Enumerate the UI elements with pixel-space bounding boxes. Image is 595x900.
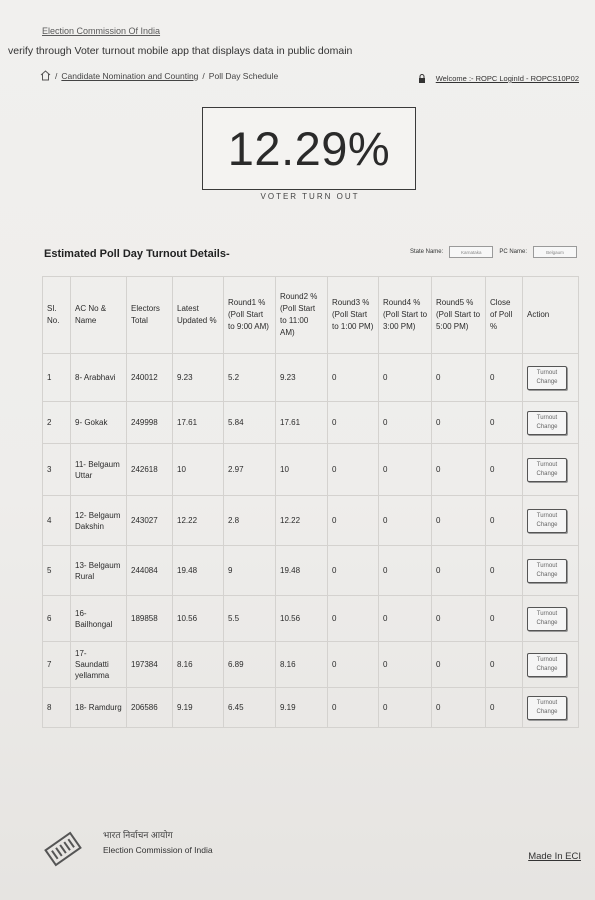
cell-round4: 0 bbox=[379, 496, 432, 546]
table-row bbox=[43, 402, 579, 444]
cell-round4: 0 bbox=[379, 354, 432, 402]
cell-ac-name: 8- Arabhavi bbox=[71, 354, 127, 402]
breadcrumb-separator: / bbox=[55, 70, 58, 81]
cell-round2: 12.22 bbox=[276, 496, 328, 546]
cell-latest: 10 bbox=[173, 444, 224, 496]
cell-electors: 197384 bbox=[127, 642, 173, 688]
cell-round5: 0 bbox=[432, 642, 486, 688]
table-body bbox=[43, 354, 579, 728]
cell-action bbox=[523, 354, 579, 402]
cell-ac-name: 12- Belgaum Dakshin bbox=[71, 496, 127, 546]
cell-ac-name: 11- Belgaum Uttar bbox=[71, 444, 127, 496]
header-round1: Round1 % (Poll Start to 9:00 AM) bbox=[224, 277, 276, 354]
cell-round1: 6.89 bbox=[224, 642, 276, 688]
lock-icon[interactable] bbox=[418, 74, 426, 83]
turnout-table-wrap bbox=[42, 276, 578, 728]
cell-round3: 0 bbox=[328, 688, 379, 728]
cell-sl-no: 3 bbox=[43, 444, 71, 496]
cell-close: 0 bbox=[486, 354, 523, 402]
footer-eci-text: Election Commission of India bbox=[103, 845, 213, 855]
cell-latest: 10.56 bbox=[173, 596, 224, 642]
footer-made-in[interactable]: Made In ECI bbox=[528, 851, 581, 862]
table-row bbox=[43, 546, 579, 596]
turnout-change-button[interactable]: Turnout Change bbox=[527, 607, 567, 631]
cell-latest: 9.19 bbox=[173, 688, 224, 728]
footer-hindi-text: भारत निर्वाचन आयोग bbox=[103, 830, 173, 840]
pc-label: PC Name: bbox=[499, 249, 527, 255]
cell-action bbox=[523, 496, 579, 546]
turnout-change-button[interactable]: Turnout Change bbox=[527, 509, 567, 533]
turnout-change-button[interactable]: Turnout Change bbox=[527, 653, 567, 677]
cell-round2: 10 bbox=[276, 444, 328, 496]
cell-sl-no: 2 bbox=[43, 402, 71, 444]
cell-round4: 0 bbox=[379, 688, 432, 728]
cell-round5: 0 bbox=[432, 546, 486, 596]
welcome-login-text[interactable]: Welcome :- ROPC LoginId - ROPCS10P02 bbox=[435, 74, 579, 83]
cell-close: 0 bbox=[486, 444, 523, 496]
cell-round2: 9.23 bbox=[276, 354, 328, 402]
turnout-change-button[interactable]: Turnout Change bbox=[527, 559, 567, 583]
section-title: Estimated Poll Day Turnout Details- bbox=[44, 248, 230, 260]
table-row bbox=[43, 688, 579, 728]
header-electors: Electors Total bbox=[127, 277, 173, 354]
table-row bbox=[43, 642, 579, 688]
cell-ac-name: 18- Ramdurg bbox=[71, 688, 127, 728]
cell-action bbox=[523, 444, 579, 496]
cell-action bbox=[523, 402, 579, 444]
cell-round3: 0 bbox=[328, 596, 379, 642]
cell-round5: 0 bbox=[432, 496, 486, 546]
cell-latest: 9.23 bbox=[173, 354, 224, 402]
cell-round3: 0 bbox=[328, 496, 379, 546]
cell-sl-no: 4 bbox=[43, 496, 71, 546]
cell-round5: 0 bbox=[432, 688, 486, 728]
cell-round4: 0 bbox=[379, 642, 432, 688]
cell-ac-name: 17- Saundatti yellamma bbox=[71, 642, 127, 688]
welcome-area bbox=[418, 74, 579, 83]
cell-sl-no: 5 bbox=[43, 546, 71, 596]
cell-round5: 0 bbox=[432, 402, 486, 444]
cell-round1: 2.8 bbox=[224, 496, 276, 546]
home-icon[interactable] bbox=[40, 70, 51, 81]
cell-round5: 0 bbox=[432, 444, 486, 496]
cell-sl-no: 8 bbox=[43, 688, 71, 728]
header-sl-no: SI. No. bbox=[43, 277, 71, 354]
table-row bbox=[43, 354, 579, 402]
cell-close: 0 bbox=[486, 688, 523, 728]
cell-electors: 206586 bbox=[127, 688, 173, 728]
turnout-table bbox=[42, 276, 579, 728]
cell-action bbox=[523, 546, 579, 596]
eci-emblem-icon bbox=[40, 826, 86, 872]
cell-action bbox=[523, 642, 579, 688]
table-row bbox=[43, 496, 579, 546]
header-round5: Round5 % (Poll Start to 5:00 PM) bbox=[432, 277, 486, 354]
cell-close: 0 bbox=[486, 642, 523, 688]
cell-electors: 242618 bbox=[127, 444, 173, 496]
cell-electors: 243027 bbox=[127, 496, 173, 546]
cell-close: 0 bbox=[486, 596, 523, 642]
voter-turnout-label: VOTER TURN OUT bbox=[260, 192, 360, 201]
cell-electors: 244084 bbox=[127, 546, 173, 596]
state-label: State Name: bbox=[409, 249, 444, 255]
cell-action bbox=[523, 596, 579, 642]
header-close: Close of Poll % bbox=[486, 277, 523, 354]
cell-round3: 0 bbox=[328, 354, 379, 402]
table-row bbox=[43, 596, 579, 642]
cell-close: 0 bbox=[486, 546, 523, 596]
voter-turnout-box bbox=[202, 107, 416, 190]
cell-sl-no: 6 bbox=[43, 596, 71, 642]
cell-latest: 19.48 bbox=[173, 546, 224, 596]
cell-round5: 0 bbox=[432, 354, 486, 402]
eci-top-link[interactable]: Election Commission Of India bbox=[42, 26, 161, 36]
cell-round1: 2.97 bbox=[224, 444, 276, 496]
turnout-change-button[interactable]: Turnout Change bbox=[527, 411, 567, 435]
cell-action bbox=[523, 688, 579, 728]
pc-select[interactable]: Belgaum bbox=[533, 246, 577, 258]
cell-round4: 0 bbox=[379, 402, 432, 444]
cell-electors: 189858 bbox=[127, 596, 173, 642]
cell-sl-no: 7 bbox=[43, 642, 71, 688]
cell-round1: 5.84 bbox=[224, 402, 276, 444]
header-round4: Round4 % (Poll Start to 3:00 PM) bbox=[379, 277, 432, 354]
cell-latest: 17.61 bbox=[173, 402, 224, 444]
filters bbox=[410, 246, 577, 258]
notice-text: verify through Voter turnout mobile app that displays data in public domain bbox=[8, 45, 353, 57]
cell-round2: 17.61 bbox=[276, 402, 328, 444]
cell-round1: 9 bbox=[224, 546, 276, 596]
breadcrumb-current: Poll Day Schedule bbox=[208, 70, 279, 81]
header-latest: Latest Updated % bbox=[173, 277, 224, 354]
header-action: Action bbox=[523, 277, 579, 354]
breadcrumb-separator: / bbox=[202, 70, 205, 81]
cell-round1: 6.45 bbox=[224, 688, 276, 728]
header-round3: Round3 % (Poll Start to 1:00 PM) bbox=[328, 277, 379, 354]
cell-electors: 249998 bbox=[127, 402, 173, 444]
cell-round3: 0 bbox=[328, 402, 379, 444]
cell-round4: 0 bbox=[379, 596, 432, 642]
cell-round2: 9.19 bbox=[276, 688, 328, 728]
state-select[interactable]: Karnataka bbox=[449, 246, 493, 258]
cell-ac-name: 13- Belgaum Rural bbox=[71, 546, 127, 596]
cell-latest: 8.16 bbox=[173, 642, 224, 688]
voter-turnout-value: 12.29% bbox=[227, 122, 391, 175]
turnout-change-button[interactable]: Turnout Change bbox=[527, 458, 567, 482]
header-round2: Round2 % (Poll Start to 11:00 AM) bbox=[276, 277, 328, 354]
cell-round2: 10.56 bbox=[276, 596, 328, 642]
cell-round3: 0 bbox=[328, 642, 379, 688]
cell-electors: 240012 bbox=[127, 354, 173, 402]
turnout-change-button[interactable]: Turnout Change bbox=[527, 366, 567, 390]
cell-round3: 0 bbox=[328, 546, 379, 596]
cell-round5: 0 bbox=[432, 596, 486, 642]
breadcrumb-link-nomination[interactable]: Candidate Nomination and Counting bbox=[61, 70, 199, 81]
cell-round2: 8.16 bbox=[276, 642, 328, 688]
cell-round2: 19.48 bbox=[276, 546, 328, 596]
cell-close: 0 bbox=[486, 402, 523, 444]
cell-sl-no: 1 bbox=[43, 354, 71, 402]
cell-round1: 5.2 bbox=[224, 354, 276, 402]
breadcrumb bbox=[40, 70, 278, 81]
table-header-row bbox=[43, 277, 579, 354]
cell-close: 0 bbox=[486, 496, 523, 546]
cell-latest: 12.22 bbox=[173, 496, 224, 546]
turnout-change-button[interactable]: Turnout Change bbox=[527, 696, 567, 720]
cell-ac-name: 16- Bailhongal bbox=[71, 596, 127, 642]
header-ac-name: AC No & Name bbox=[71, 277, 127, 354]
table-row bbox=[43, 444, 579, 496]
cell-round4: 0 bbox=[379, 546, 432, 596]
cell-round4: 0 bbox=[379, 444, 432, 496]
cell-ac-name: 9- Gokak bbox=[71, 402, 127, 444]
cell-round1: 5.5 bbox=[224, 596, 276, 642]
cell-round3: 0 bbox=[328, 444, 379, 496]
